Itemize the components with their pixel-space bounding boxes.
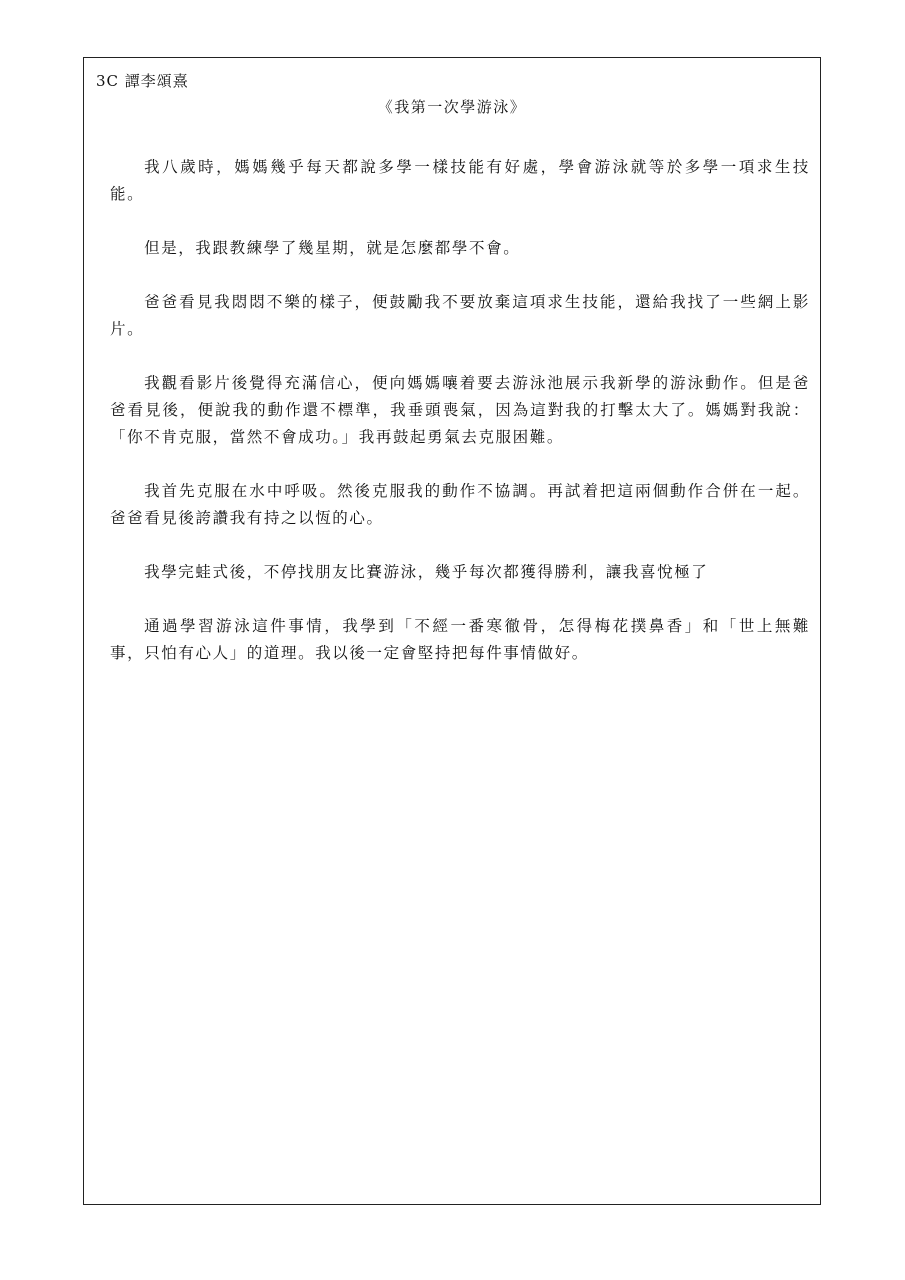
paragraph-6: 我學完蛙式後，不停找朋友比賽游泳，幾乎每次都獲得勝利，讓我喜悅極了: [144, 563, 709, 581]
essay-body: [110, 154, 810, 694]
essay-title: 《我第一次學游泳》: [377, 98, 527, 116]
page-border: [83, 57, 821, 1205]
paragraph-1: 我八歲時，媽媽幾乎每天都說多學一樣技能有好處，學會游泳就等於多學一項求生技能。: [110, 158, 810, 203]
paragraph-3: 爸爸看見我悶悶不樂的樣子，便鼓勵我不要放棄這項求生技能，還給我找了一些網上影片。: [110, 293, 810, 338]
paragraph-5: 我首先克服在水中呼吸。然後克服我的動作不協調。再試着把這兩個動作合併在一起。爸爸看見後誇讚我有持之以恆的心。: [110, 482, 810, 527]
student-header: 3C 譚李頌熹: [96, 72, 189, 90]
paragraph-7: 通過學習游泳這件事情，我學到「不經一番寒徹骨，怎得梅花撲鼻香」和「世上無難事，只怕有心人」的道理。我以後一定會堅持把每件事情做好。: [110, 617, 810, 662]
paragraph-4: 我觀看影片後覺得充滿信心，便向媽媽嚷着要去游泳池展示我新學的游泳動作。但是爸爸看見後，便說我的動作還不標準，我垂頭喪氣，因為這對我的打擊太大了。媽媽對我說：「你不肯克服，當然不會成功。」我再鼓起勇氣去克服困難。: [110, 374, 810, 446]
paragraph-2: 但是，我跟教練學了幾星期，就是怎麼都學不會。: [144, 239, 521, 257]
